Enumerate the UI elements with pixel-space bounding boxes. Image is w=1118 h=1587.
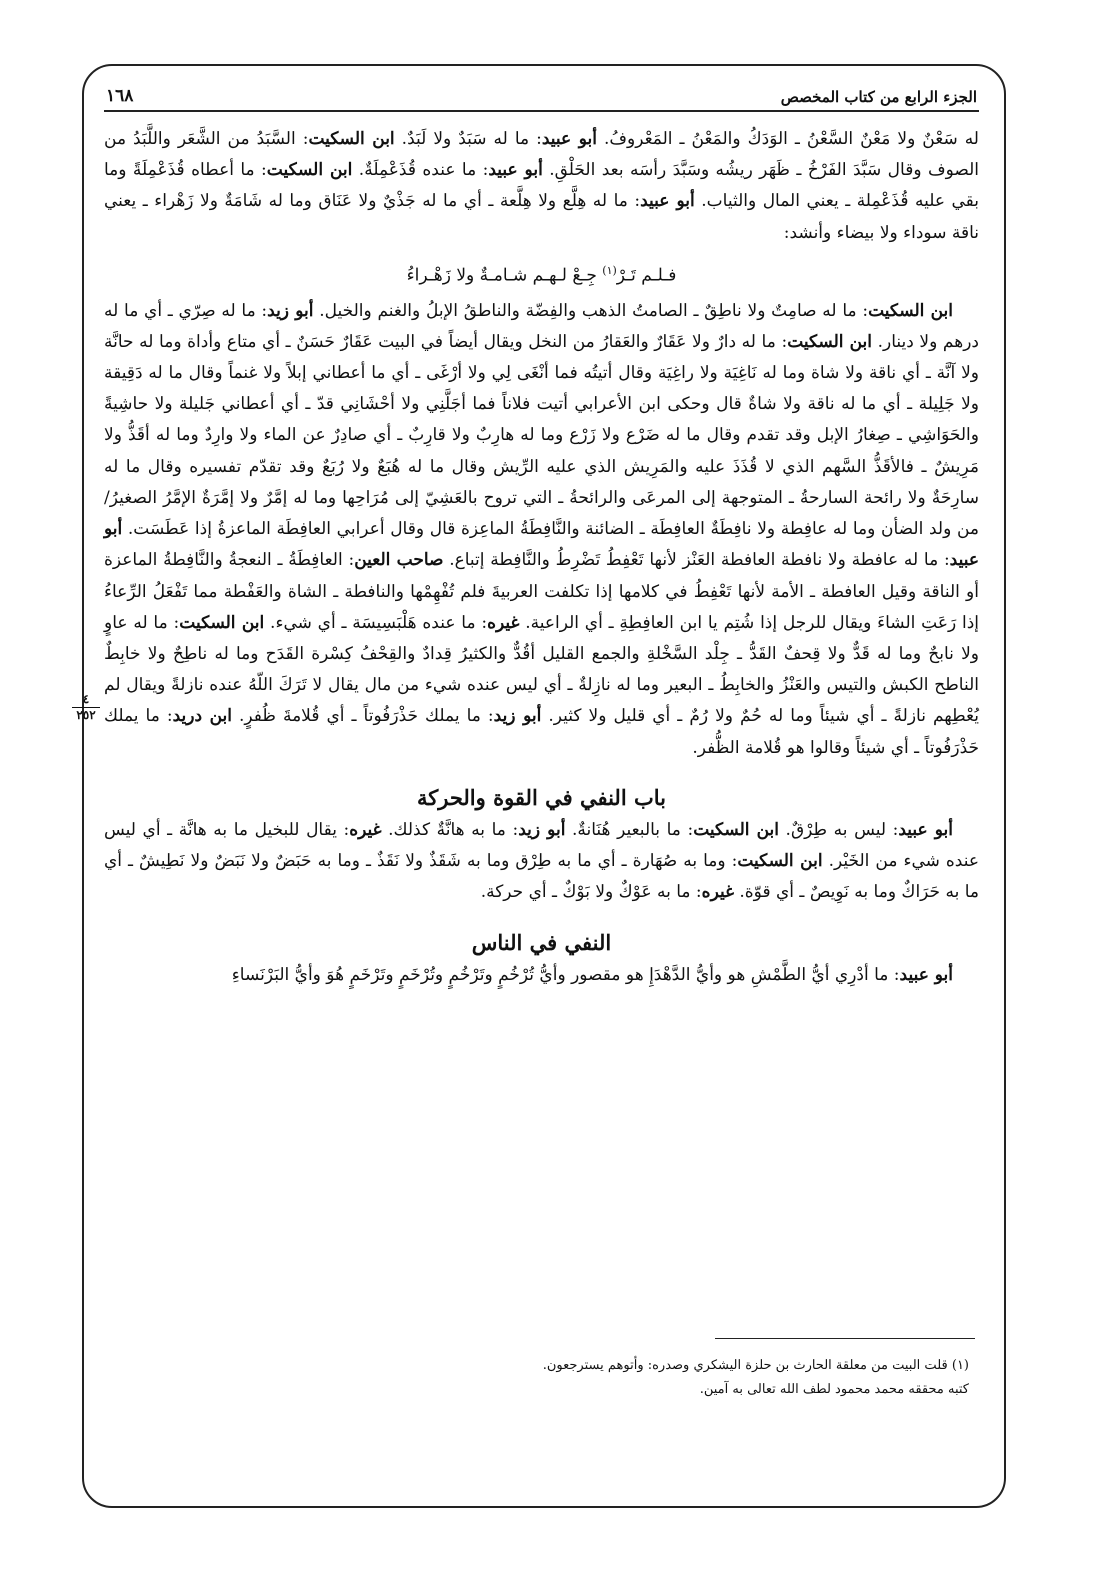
- text-run: : ما له سَبَدٌ ولا لَبَدٌ.: [394, 129, 542, 149]
- speaker-name: ابن السكيت: [266, 160, 353, 181]
- text-run: : وما به صُهَارة ـ أي ما به طِرْق وما به شَقَذٌ ولا نَقَذٌ ـ وما به حَبَضٌ ولا نَبَضٌ ولا نَطِيشٌ ـ أي ما به حَرَاكٌ وما به نَوِيصٌ ـ أي قوّة.: [104, 851, 979, 903]
- speaker-name: ابن السكيت: [308, 129, 395, 149]
- speaker-name: ابن السكيت: [179, 612, 265, 633]
- speaker-name: أبو عبيد: [488, 160, 543, 181]
- text-run: : ما عنده قُذَعْمِلَةٌ.: [352, 160, 489, 181]
- margin-reference: [72, 692, 100, 722]
- speaker-name: أبو زيد: [267, 300, 314, 321]
- text-run: : ما له هِلَّع ولا هِلَّعة ـ أي ما له جَذْيٌ ولا عَنَاق وما له شَامَةٌ ولا زَهْراء ـ يعني ناقة سوداء ولا بيضاء وأنشد:: [104, 191, 979, 243]
- footnote-number: (١): [951, 1358, 969, 1373]
- footnote-marker: (١): [602, 263, 617, 277]
- paragraph-4: [104, 960, 979, 991]
- speaker-name: أبو زيد: [518, 819, 566, 840]
- section-heading-1: باب النفي في القوة والحركة: [417, 784, 666, 810]
- speaker-name: غيره: [701, 882, 734, 903]
- page-number: ١٦٨: [106, 86, 134, 106]
- footnote-divider: [715, 1338, 975, 1339]
- speaker-name: ابن دريد: [172, 706, 232, 727]
- text-run: : ما أعطاه قُذَعْمِلَةً وما بقي عليه قُذَعْمِلة ـ يعني المال والثياب.: [104, 160, 979, 212]
- text-run: : ليس به طِرْقٌ.: [778, 819, 899, 840]
- text-run: : ما له عاوٍ ولا نابحٌ وما له قَدٌّ ولا قِحفٌ القَدُّ ـ جِلْد السَّخْلةِ والجمع القليل أقُدٌّ والكثيرُ قِدادٌ والقِحْفُ كِسْرة القَدَح وما له ناطِحٌ ولا خابِطٌ الناطح الكبش والتيس والعَنْزُ والخابِطُ ـ البعير وما له نازِلةٌ ـ أي ليس عنده شيء من مال يقال لا تَرَكَ اللّهُ عنده نازلةً ويقال لم يُعْطِهم نازلةً ـ أي شيئاً وما له حُمٌ ولا رُمٌ ـ أي قليل ولا كثير.: [104, 612, 979, 727]
- document-page: [76, 70, 980, 1490]
- text-run: : ما يملك حَذْرَفُوتاً ـ أي شيئاً وقالوا هو قُلامة الظُّفر.: [104, 706, 979, 758]
- text-run: : ما أدْرِي أيُّ الطَّمْشِ هو وأيُّ الدَّهْدَإِ هو مقصور وأيُّ تُرْخُمٍ وتَرْخُمٍ وتُرْخَمٍ وتَرْخَمٍ هُوَ وأيُّ البَرْنَساءِ: [231, 964, 900, 985]
- speaker-name: غيره: [487, 612, 520, 633]
- header-title: الجزء الرابع من كتاب المخصص: [780, 88, 977, 106]
- speaker-name: صاحب العين: [354, 550, 444, 571]
- text-run: : ما يملك حَذْرَفُوتاً ـ أي قُلامةَ ظُفرٍ.: [231, 706, 494, 727]
- speaker-name: غيره: [349, 819, 382, 840]
- text-run: : ما به عَوْكٌ ولا بَوْكٌ ـ أي حركة.: [480, 882, 702, 903]
- speaker-name: أبو عبيد: [104, 519, 979, 571]
- footnote-text: قلت البيت من معلقة الحارث بن حلزة اليشكري وصدره: وأتوهم يسترجعون.: [542, 1358, 948, 1373]
- text-run: : العافِطَةُ ـ النعجةُ والنَّافِطةُ الماعزة أو الناقة وقيل العافطة ـ الأمة لأنها تَعْفِطُ في كلامها إذا تكلفت العربيةَ فلم تُفْهِمْها والنافطة ـ الشاة والعَفْطة مما تَفْعَلُ الرِّعاءُ إذا رَعَتِ الشاءَ ويقال للرجل إذا شُتِم يا ابن العافِطِةِ ـ أي الراعية.: [104, 550, 980, 633]
- text-run: : السَّبَدُ من الشَّعَر واللَّبَدُ من الصوف وقال سَبَّدَ الفَرْخُ ـ ظَهَر ريشُه وسَبَّدَ رأسَه بعد الحَلْقِ.: [104, 129, 980, 181]
- footnotes: [109, 1354, 969, 1402]
- main-text: [104, 124, 979, 991]
- verse-part-1: فـلـم تَـرْ: [616, 265, 677, 286]
- text-run: : ما عنده هَلْبَسِيسَة ـ أي شيء.: [264, 612, 488, 633]
- paragraph-3: [104, 815, 979, 909]
- text-run: : ما به هانَّةٌ كذلك.: [381, 819, 519, 840]
- paragraph-1: [104, 124, 979, 249]
- editor-note: كتبه محققه محمد محمود لطف الله تعالى به آمين.: [699, 1382, 969, 1397]
- text-run: له سَعْنٌ ولا مَعْنٌ السَّعْنُ ـ الوَدَكُ والمَعْنُ ـ المَعْروفُ.: [596, 129, 979, 149]
- speaker-name: أبو عبيد: [541, 129, 597, 149]
- section-heading-2: النفي في الناس: [471, 929, 612, 955]
- footnote-1: [109, 1354, 969, 1378]
- speaker-name: ابن السكيت: [787, 331, 872, 352]
- speaker-name: أبو عبيد: [640, 191, 695, 212]
- text-run: : ما بالبعير هُنَانةٌ.: [565, 819, 694, 840]
- speaker-name: ابن السكيت: [868, 300, 953, 321]
- text-run: : ما له عافطة ولا نافطة العافطة العَنْز لأنها تَعْفِطُ تَضْرِطُ والنَّافِطة إتباع.: [443, 550, 950, 571]
- speaker-name: ابن السكيت: [737, 851, 823, 872]
- text-run: : ما له صِرّي ـ أي ما له درهم ولا دينار.: [104, 300, 979, 352]
- text-run: : يقال للبخيل ما به هانَّة ـ أي ليس عنده شيء من الخَيْر.: [104, 819, 980, 872]
- verse-part-2: جِـعْ لـهـم شـامـةٌ ولا زَهْـراءُ: [406, 265, 603, 286]
- paragraph-2: [104, 296, 979, 764]
- margin-reference-bottom: ٢٥٢: [76, 708, 96, 722]
- poetry-verse: [104, 255, 979, 292]
- speaker-name: ابن السكيت: [693, 819, 779, 840]
- speaker-name: أبو عبيد: [898, 819, 954, 840]
- speaker-name: أبو عبيد: [899, 964, 953, 985]
- margin-reference-top: ٤: [72, 692, 100, 708]
- speaker-name: أبو زيد: [493, 706, 542, 727]
- running-header: [104, 70, 979, 112]
- text-run: : ما له صامِتٌ ولا ناطِقٌ ـ الصامتُ الذهب والفِضّة والناطقُ الإبلُ والغنم والخيل.: [313, 300, 869, 321]
- text-run: : ما له دارٌ ولا عَقَارٌ والعَقارُ من النخل ويقال أيضاً في البيت عَقَارٌ حَسَنٌ ـ أي متاع وأداة وما له حانَّة ولا آنَّة ـ أي ناقة ولا شاة وما له نَاغِيَة ولا راغِيَة وقال أتيتُه فما أنْغَى لِي ولا أرْغَى ـ أي ما أعطاني إبلاً ولا غنماً وقال ما له دَقِيقة ولا جَلِيلة ـ أي ما له ناقة ولا شاةٌ قال وحكى ابن الأعرابي أتيت فلاناً فما أجَلَّنِي ولا أحْشَانِي قدّ ـ أي أعطاني جَليلة ولا حاشِيةً والحَوَاشِي ـ صِغارُ الإبل وقد تقدم وقال ما له ضَرْع ولا زَرْع وما له هارِبٌ ولا قارِبٌ ـ أي صادِرٌ عن الماء ولا وارِدٌ وما له أقَذُّ ولا مَرِيشٌ ـ فالأقَذُّ السَّهم الذي لا قُذَذَ عليه والمَرِيش الذي عليه الرِّيش وقال ما له هُبَعٌ ولا رُبَعٌ وقد تقدّم تفسيره وقال ما له سارِحَةٌ ولا رائحة السارحةُ ـ المتوجهة إلى المرعَى والرائحةُ ـ التي تروح بالعَشِيّ إلى مُرَاحِها وما له إمَّرٌ ولا إمَّرَةٌ الإمَّرُ الصغيرُ/ من ولد الضأن وما له عافِطة ولا نافِطَةٌ العافِطَة ـ الضائنة والنَّافِطَةُ الماعِزة قال وقال أعرابي العافِطَة الماعزةُ إذا عَطَسَت.: [104, 331, 979, 540]
